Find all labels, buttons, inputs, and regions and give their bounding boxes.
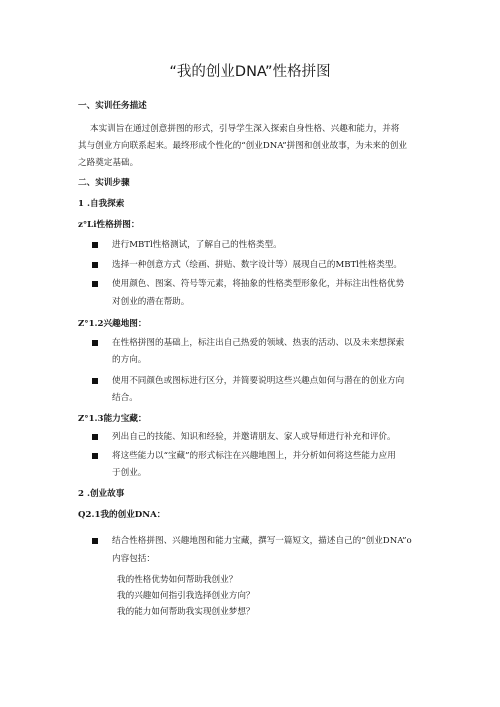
- list-item: 列出自己的技能、知识和经验，并邀请朋友、家人或导师进行补充和评价。: [112, 432, 396, 442]
- bullet-icon: [92, 281, 98, 287]
- section-1-paragraph-line: 其与创业方向联系起来。最终形成个性化的“创业DNA”拼图和创业故事，为未来的创业: [78, 141, 407, 151]
- list-item: 使用颜色、图案、符号等元素，将抽象的性格类型形象化，并标注出性格优势: [112, 279, 405, 289]
- subsection-1-3-heading: Z°1.3能力宝藏：: [78, 414, 147, 424]
- list-item-continuation: 结合。: [112, 393, 138, 403]
- bullet-icon: [92, 434, 98, 440]
- list-item: 将这些能力以“宝藏”的形式标注在兴趣地图上，并分析如何将这些能力应用: [112, 451, 396, 461]
- list-item: 使用不同颜色或图标进行区分，并简要说明这些兴趣点如何与潜在的创业方向: [112, 376, 405, 386]
- list-item-continuation: 对创业的潜在帮助。: [112, 297, 190, 307]
- section-1-heading: 一、实训任务描述: [78, 101, 147, 111]
- list-item: 选择一种创意方式（绘画、拼贴、数字设计等）展现自己的MBTl性格类型。: [112, 260, 403, 270]
- list-item-continuation: 内容包括：: [112, 554, 155, 564]
- list-item: 结合性格拼图、兴趣地图和能力宝藏，撰写一篇短文，描述自己的“创业DNA”o: [112, 536, 412, 546]
- step-1-heading: 1 .自我探索: [78, 199, 125, 209]
- bullet-icon: [92, 453, 98, 459]
- subsection-1-1-heading: z°Li性格拼图：: [78, 220, 140, 230]
- list-item: 在性格拼图的基础上，标注出自己热爱的领域、热衷的活动、以及未来想探索: [112, 338, 405, 348]
- list-item-continuation: 的方向。: [112, 355, 147, 365]
- question-line: 我的性格优势如何帮助我创业？: [117, 575, 238, 585]
- question-line: 我的兴趣如何指引我选择创业方向？: [117, 591, 255, 601]
- bullet-icon: [92, 538, 98, 544]
- bullet-icon: [92, 340, 98, 346]
- bullet-icon: [92, 242, 98, 248]
- list-item-continuation: 于创业。: [112, 468, 147, 478]
- bullet-icon: [92, 262, 98, 268]
- subsection-2-1-heading: Q2.1我的创业DNA：: [78, 510, 166, 520]
- subsection-1-2-heading: Z°1.2兴趣地图：: [78, 319, 147, 329]
- section-1-paragraph-line: 之路奠定基础。: [78, 158, 139, 168]
- question-line: 我的能力如何帮助我实现创业梦想？: [117, 607, 255, 617]
- document-title: “我的创业DNA”性格拼图: [169, 64, 331, 80]
- step-2-heading: 2 .创业故事: [78, 489, 125, 499]
- section-1-paragraph-line: 本实训旨在通过创意拼图的形式，引导学生深入探索自身性格、兴趣和能力，并将: [90, 124, 400, 134]
- list-item: 进行MBTl性格测试，了解自己的性格类型。: [112, 240, 282, 250]
- bullet-icon: [92, 378, 98, 384]
- section-2-heading: 二、实训步骤: [78, 178, 130, 188]
